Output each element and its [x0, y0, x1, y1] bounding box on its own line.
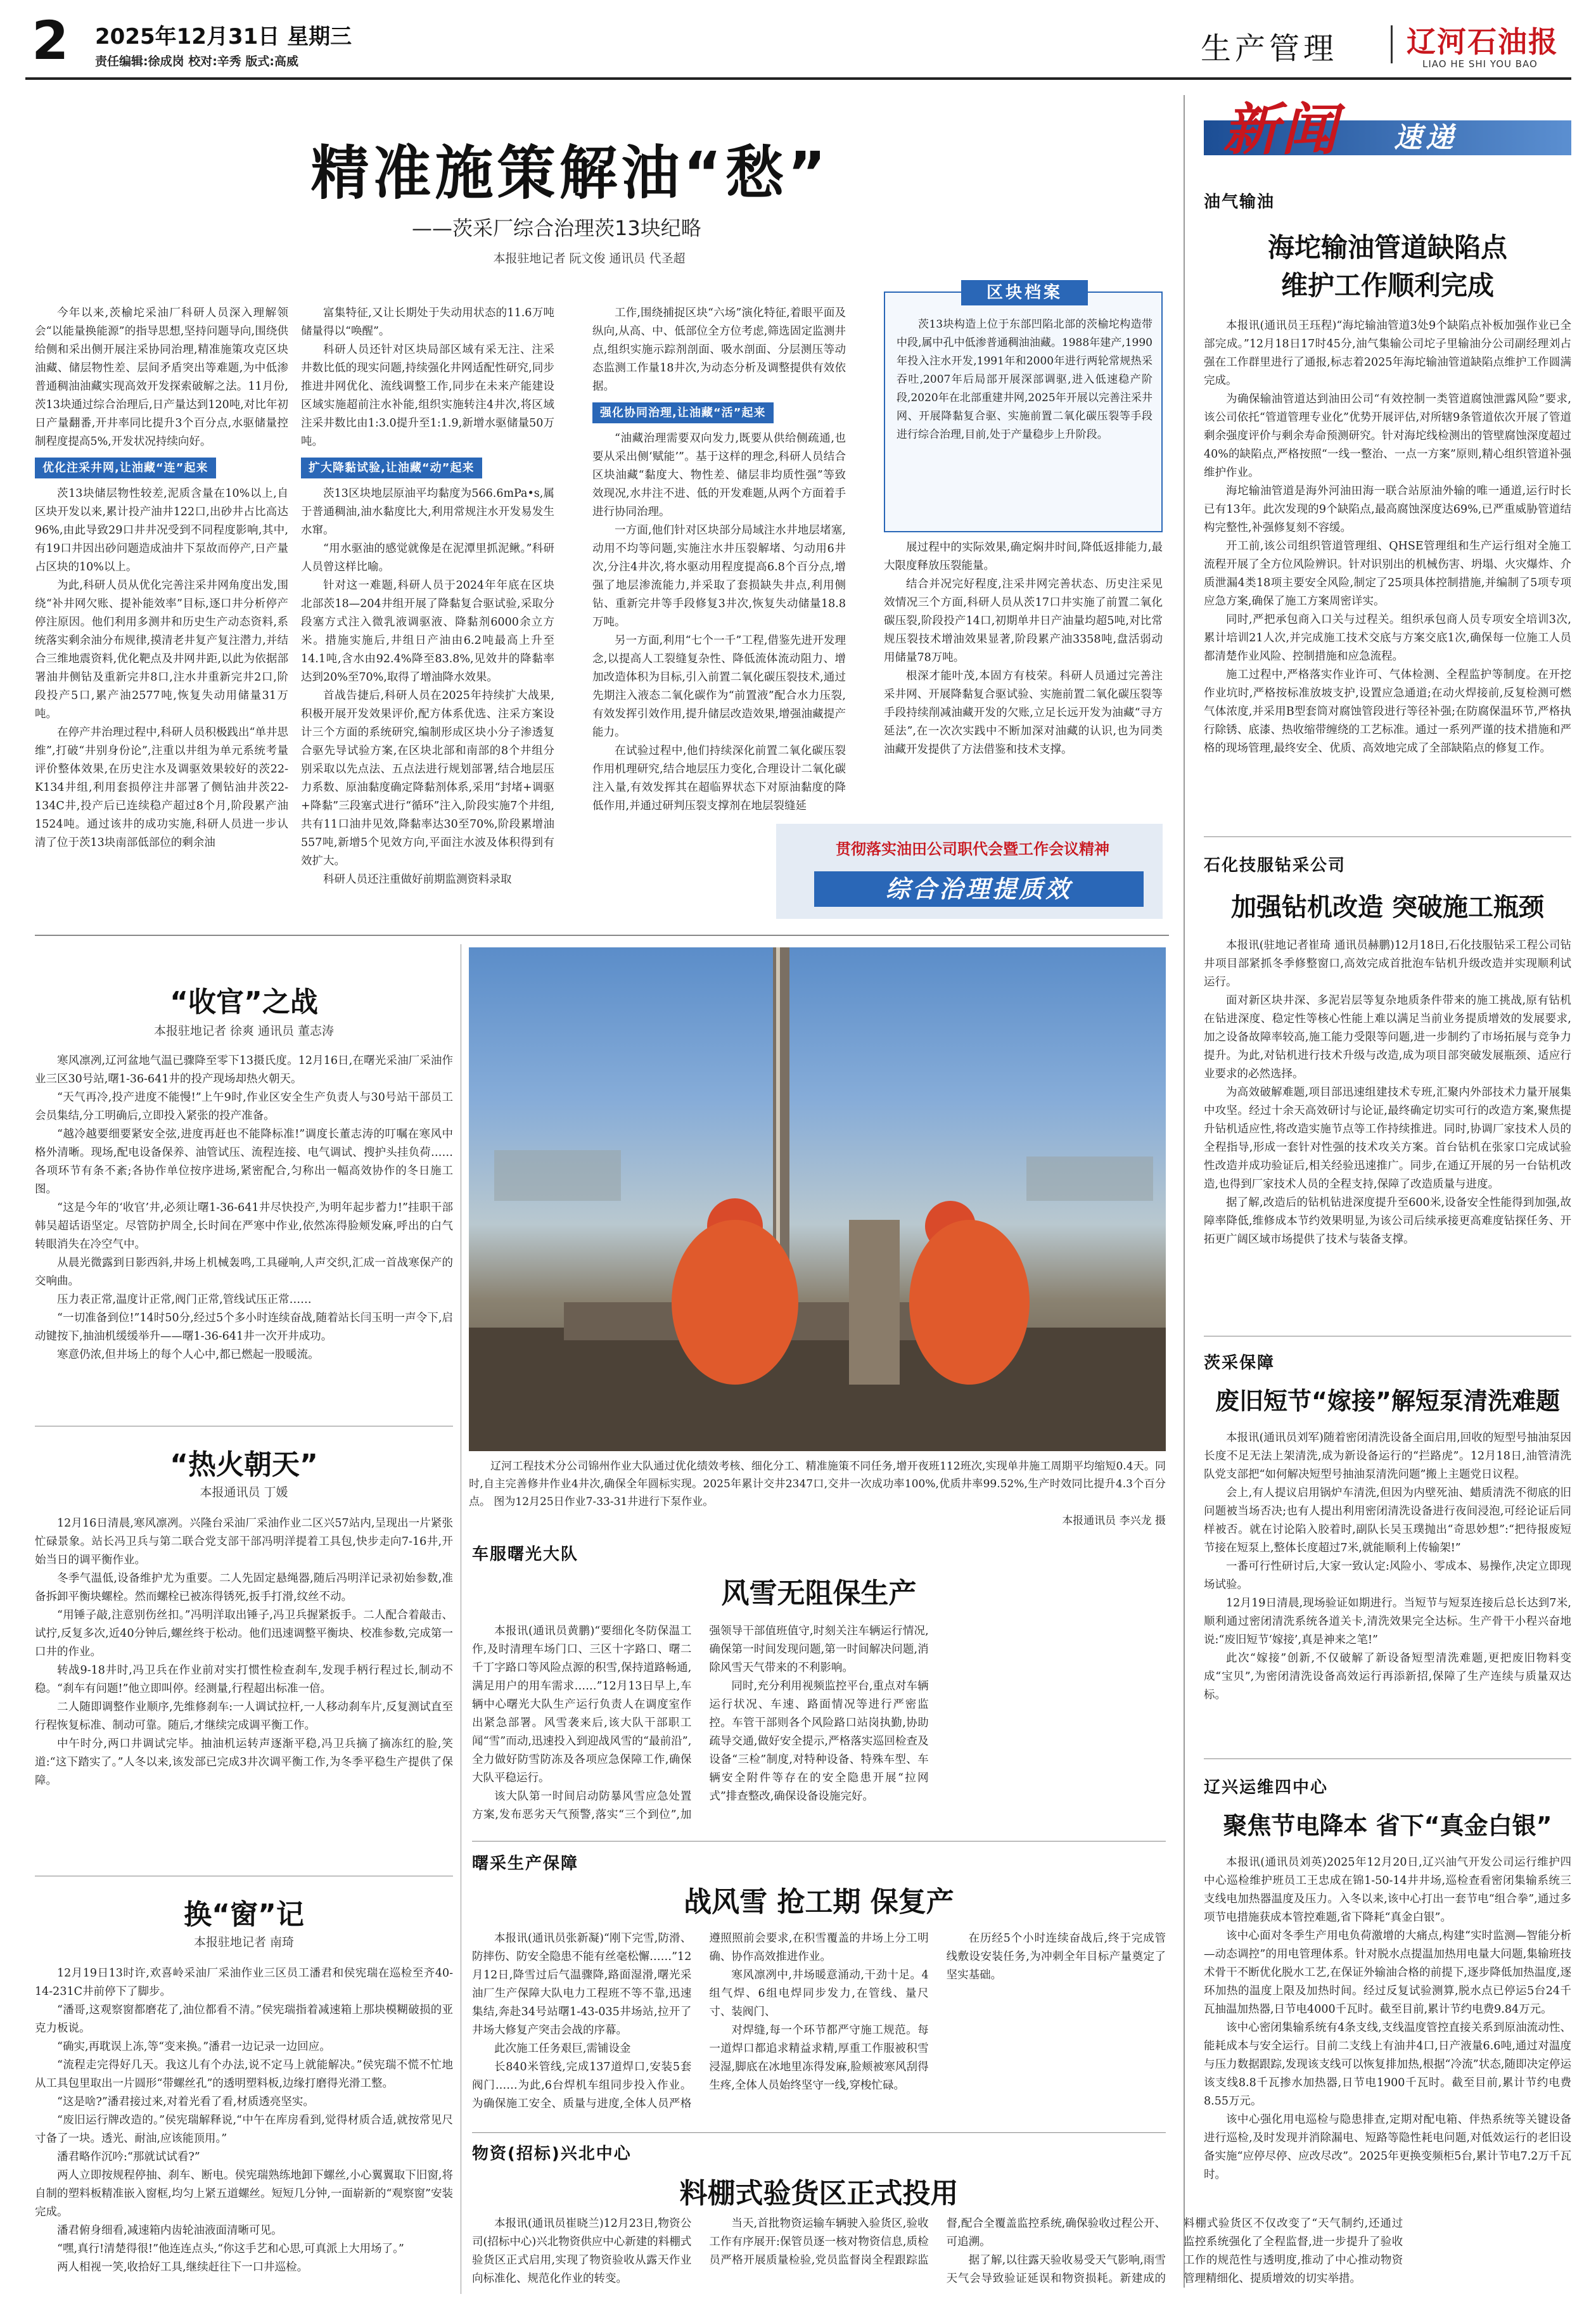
m3-title: 料棚式验货区正式投用: [679, 2177, 959, 2210]
paragraph: “这是今年的‘收官’井,必须让曙1-36-641井尽快投产,为明年起步蓄力!”挂职干部韩吴超话语坚定。尽管防护周全,长时间在严寒中作业,依然冻得脸颊发麻,呼出的白气转眼消失在冷空气中。: [35, 1201, 453, 1251]
a2-title: “热火朝天”: [170, 1449, 318, 1481]
paragraph: 同时,严把承包商入口关与过程关。组织承包商人员专项安全培训3次,累计培训21人次,并完成施工技术交底与方案交底1次,确保每一位施工人员都清楚作业风险、控制措施和应急流程。: [1204, 613, 1571, 663]
r4-body: [1204, 1854, 1571, 2297]
paragraph: 茨13区块地层原油平均黏度为566.6mPa•s,属于普通稠油,油水黏度比大,利用常规注水开发易发生水窜。: [301, 487, 554, 537]
paragraph: 两人立即按规程停抽、刹车、断电。侯宪瑞熟练地卸下螺丝,小心翼翼取下旧窗,将自制的塑料板精准嵌入窗框,均匀上紧五道螺丝。短短几分钟,一面崭新的“观察窗”安装完成。: [35, 2169, 453, 2219]
lead-col-2: [301, 304, 554, 951]
paragraph: 该大队第一时间启动防暴风雪应急处置方案,发布恶劣天气预警,落实“三个到位”,加强领导干部值班值守,时刻关注车辆运行情况,确保第一时间发现问题,第一时间解决问题,消除风雪天气带来的不利影响。: [472, 1625, 929, 1821]
paragraph: 该中心强化用电巡检与隐患排查,定期对配电箱、伴热系统等关键设备进行巡检,及时发现并消除漏电、短路等隐性耗电问题,对低效运行的老旧设备实施“应停尽停、应改尽改”。2025年更换变频柜5台,累计节电7.2万千瓦时。: [1204, 2113, 1571, 2181]
a2-body: [35, 1515, 453, 1869]
r1-section: 油气输油: [1204, 193, 1275, 212]
banner-line-2: 综合治理提质效: [814, 871, 1144, 907]
paragraph: 同时,充分利用视频监控平台,重点对车辆运行状况、车速、路面情况等进行严密监控。车管干部则各个风险路口站岗执勤,协助疏导交通,做好安全提示,严格落实巡回检查及设备“三检”制度,对特种设备、特殊车型、车辆安全附件等存在的安全隐患开展“拉网式”排查整改,确保设备设施完好。: [709, 1680, 929, 1803]
paragraph: 展过程中的实际效果,确定焖井时间,降低返排能力,最大限度释放压裂能量。: [884, 541, 1163, 572]
a3-title: 换“窗”记: [184, 1899, 304, 1931]
news-label-2: 速递: [1394, 122, 1457, 154]
r3-section: 茨采保障: [1204, 1354, 1275, 1373]
paragraph: 为确保输油管道达到油田公司“有效控制一类管道腐蚀泄露风险”要求,该公司依托“管道管理专业化”优势开展评估,对所辖9条管道依次开展了管道剩余强度评价与剩余寿命预测研究。针对海坨线检测出的管壁腐蚀深度超过40%的缺陷点,严格按照“一线一整治、一点一方案”原则,精心组织管道补强维护作业。: [1204, 393, 1571, 479]
paragraph: 据了解,以往露天验收易受天气影响,雨雪天气会导致验证延误和物资损耗。新建成的料棚式验货区不仅改变了“天气制约,还通过监控系统强化了全程监督,进一步提升了验收工作的规范性与透明度,推动了中心推动物资管理精细化、提质增效的切实举措。: [946, 2217, 1403, 2285]
paragraph: “油藏治理需要双向发力,既要从供给侧疏通,也要从采出侧‘赋能’”。基于这样的理念,科研人员结合区块油藏“黏度大、物性差、储层非均质性强”等致效现况,水井注不进、低的开发难题,从两个方面着手进行协同治理。: [592, 432, 846, 518]
section-subhead: 优化注采井网,让油藏“连”起来: [35, 458, 216, 478]
photo-credit: 本报通讯员 李兴龙 摄: [1062, 1515, 1166, 1527]
lead-title: 精准施策解油“愁”: [310, 139, 830, 207]
news-photo: [469, 947, 1166, 1451]
paragraph: 据了解,改造后的钻机钻进深度提升至600米,设备安全性能得到加强,故障率降低,维修成本节约效果明显,为该公司后续承接更高难度钻探任务、开拓更广阔区域市场提供了技术与装备支撑。: [1204, 1196, 1571, 1246]
section-subhead: 强化协同治理,让油藏“活”起来: [592, 402, 774, 423]
news-banner: [1204, 95, 1571, 171]
paragraph: 中午时分,两口井调试完毕。抽油机运转声逐渐平稳,冯卫兵摘了摘冻红的脸,笑道:“这下踏实了。”人冬以来,该发部已完成3井次调平衡工作,为冬季平稳生产提供了保障。: [35, 1738, 453, 1787]
a1-byline: 本报驻地记者 徐爽 通讯员 董志涛: [153, 1024, 335, 1038]
section-subhead: 扩大降黏试验,让油藏“动”起来: [301, 458, 482, 478]
paragraph: 转战9-18井时,冯卫兵在作业前对实打惯性检查刹车,发现手柄行程过长,制动不稳。“刹车有问题!”他立即叫停。经测量,行程超出标准一倍。: [35, 1664, 453, 1695]
paragraph: “嘿,真行!清楚得很!”他连连点头,“你这手艺和心思,可真派上大用场了。”: [57, 2243, 404, 2255]
paragraph: 会上,有人提议启用锅炉车清洗,但因为内壁死油、蜡质清洗不彻底的旧问题被当场否决;也有人提出利用密闭清洗设备进行夜间浸泡,可经论证后同样被否。就在讨论陷入胶着时,副队长吴玉璞抛出“奇思妙想”:“把待报废短节接在短泵上,整体长度超过7米,就能顺利上传输架!”: [1204, 1487, 1571, 1554]
paragraph: 一番可行性研讨后,大家一致认定:风险小、零成本、易操作,决定立即现场试验。: [1204, 1560, 1571, 1591]
paragraph: 该中心密闭集输系统有4条支线,支线温度管控直接关系到原油流动性、能耗成本与安全运行。目前二支线上有油井4口,日产液量6.6吨,通过对温度与压力数据跟踪,发现该支线可以恢复排加热,根据“冷流”状态,随即决定停运该支线8.8千瓦掺水加热器,日节电1900千瓦时。截至目前,累计节约电费8.55万元。: [1204, 2021, 1571, 2108]
m3-section: 物资(招标)兴北中心: [472, 2144, 632, 2163]
paragraph: 二人随即调整作业顺序,先维修刹车:一人调试拉杆,一人移动刹车片,反复测试直至行程恢复标准、制动可靠。随后,才继续完成调平衡工作。: [35, 1701, 453, 1732]
paragraph: “废旧运行牌改造的。”侯宪瑞解释说,“中午在库房看到,觉得材质合适,就按常见尺寸备了一块。透光、耐油,应该能顶用。”: [35, 2114, 453, 2145]
column-divider: [1184, 95, 1185, 2288]
paper-name: 辽河石油报: [1407, 25, 1559, 59]
m3-body: [472, 2215, 1403, 2297]
paragraph: 本报讯(通讯员张新凝)“刚下完雪,防滑、防摔伤、防安全隐患不能有丝毫松懈……”12月12日,降雪过后气温骤降,路面湿滑,曙光采油厂生产保障大队电力工程班不等不靠,迅速集结,奔赴34号站曙1-43-035井场站,拉开了井场大修复产突击会战的序幕。: [472, 1932, 692, 2037]
horizontal-divider: [35, 935, 1169, 936]
paragraph: 开工前,该公司组织管道管理组、QHSE管理组和生产运行组对全施工流程开展了全方位风险辨识。针对识别出的机械伤害、坍塌、火灾爆炸、介质泄漏4类18项主要安全风险,制定了25项具体控制措施,并编制了5项专项应急方案,确保了施工方案周密详实。: [1204, 540, 1571, 608]
paragraph: 冬季气温低,设备维护尤为重要。二人先固定悬绳器,随后冯明洋记录初始参数,准备拆卸平衡块螺栓。然而螺栓已被冻得锈死,扳手打滑,纹丝不动。: [35, 1572, 453, 1603]
banner-line-1: 贯彻落实油田公司职代会暨工作会议精神: [836, 840, 1109, 858]
masthead: [0, 0, 1596, 79]
paragraph: 施工过程中,严格落实作业许可、气体检测、全程监护等制度。在开挖作业坑时,严格按标准放坡支护,设置应急通道;在动火焊接前,反复检测可燃气体浓度,并采用B型套筒对腐蚀管段进行等径补强;在防腐保温环节,严格执行除锈、底漆、热收缩带缠绕的工艺标准。通过一系列严谨的技术措施和严格的现场管理,最终安全、优质、高效地完成了全部缺陷点的修复工作。: [1204, 669, 1571, 755]
editors-line: 责任编辑:徐成岗 校对:辛秀 版式:高威: [95, 54, 299, 68]
paragraph: 两人相视一笑,收拾好工具,继续赶往下一口井巡检。: [57, 2261, 309, 2274]
paragraph: 富集特征,又让长期处于失动用状态的11.6万吨储量得以“唤醒”。: [301, 307, 554, 338]
masthead-divider: [1391, 25, 1393, 63]
paragraph: 在历经5个小时连续奋战后,终于完成管线敷设安装任务,为冲刺全年目标产量奠定了坚实基础。: [946, 1932, 1166, 1982]
paragraph: 寒风凛冽中,井场暖意涌动,干劲十足。4组气焊、6组电焊同步发力,在管线、量尺寸、装阀门、: [709, 1969, 929, 2018]
paper-pinyin: LIAO HE SHI YOU BAO: [1422, 58, 1538, 70]
paragraph: 长840米管线,完成137道焊口,安装5套阀门……为此,6台焊机车组同步投入作业。为确保施工安全、质量与进度,全体人员严格遵照照前会要求,在积雪覆盖的井场上分工明确、协作高效推进作业。: [472, 1932, 929, 2110]
paragraph: 从晨光微露到日影西斜,井场上机械轰鸣,工具碰响,人声交织,汇成一首战寒保产的交响曲。: [35, 1257, 453, 1288]
paragraph: 本报讯(通讯员王珏程)“海坨输油管道3处9个缺陷点补板加强作业已全部完成。”12月18日17时45分,油气集输公司坨子里输油分公司副经理刘占强在工作群里进行了通报,标志着2025年海坨输油管道缺陷点维护工作圆满完成。: [1204, 319, 1571, 387]
r3-body: [1204, 1429, 1571, 1736]
r2-section: 石化技服钻采公司: [1204, 856, 1346, 875]
paragraph: 本报讯(通讯员崔晓兰)12月23日,物资公司(招标中心)兴北物资供应中心新建的料棚式验货区正式启用,实现了物资验收从露天作业向标准化、规范化作业的转变。: [472, 2217, 692, 2285]
r1-title-line-2: 维护工作顺利完成: [1280, 270, 1494, 301]
paragraph: “流程走完得好几天。我这儿有个办法,说不定马上就能解决。”侯宪瑞不慌不忙地从工具包里取出一片圆形“带螺丝孔”的透明塑料板,边缘打磨得光滑工整。: [35, 2059, 453, 2090]
lead-col-4: [884, 539, 1163, 811]
paragraph: 为此,科研人员从优化完善注采井网角度出发,围绕“补井网欠账、提补能效率”目标,逐口井分析停产停注原因。他们利用多测井和历史生产动态资料,系统落实剩余油分布规律,摸清老井复产复注潜力,并结合三维地震资料,优化靶点及井网井距,以此为依据部署油井侧钻及重新完井8口,注水井重新完井2口,阶段投产5口,累产油2577吨,恢复失动用储量31万吨。: [35, 579, 288, 721]
lead-byline: 本报驻地记者 阮文俊 通讯员 代圣超: [493, 252, 686, 266]
r4-section: 辽兴运维四中心: [1204, 1778, 1329, 1797]
paragraph: 在试验过程中,他们持续深化前置二氧化碳压裂作用机理研究,结合地层压力变化,合理设计二氧化碳注入量,有效发挥其在超临界状态下对原油黏度的降低作用,并通过研判压裂支撑剂在地层裂缝延: [592, 745, 846, 812]
banner: [776, 824, 1163, 919]
paragraph: 面对新区块井深、多泥岩层等复杂地质条件带来的施工挑战,原有钻机在钻进深度、稳定性等核心性能上难以满足当前业务提质增效的发展要求,加之设备故障率较高,施工能力受限等问题,进一步制约了市场拓展与竞争力提升。为此,对钻机进行技术升级与改造,成为项目部突破发展瓶颈、适应行业要求的必然选择。: [1204, 994, 1571, 1080]
masthead-rule: [25, 77, 1571, 80]
paragraph: “这是啥?”潘君接过来,对着光看了看,材质透亮坚实。: [57, 2096, 314, 2108]
m2-section: 曙采生产保障: [472, 1854, 579, 1873]
paragraph: 对焊缝,每一个环节都严守施工规范。每一道焊口都追求精益求精,厚重工作服被积雪浸湿,脚底在冰地里冻得发麻,脸颊被寒风刮得生疼,全体人员始终坚守一线,穿梭忙碌。: [709, 2024, 929, 2092]
paragraph: 寒意仍浓,但井场上的每个人心中,都已燃起一股暖流。: [57, 1348, 319, 1361]
workover-rig-illustration: [469, 947, 1166, 1451]
r1-body: [1204, 317, 1571, 830]
paragraph: “潘哥,这观察窗都磨花了,油位都看不清。”侯宪瑞指着减速箱上那块模糊破损的亚克力板说。: [35, 2004, 453, 2035]
r3-title: 废旧短节“嫁接”解短泵清洗难题: [1215, 1387, 1560, 1415]
paragraph: 压力表正常,温度计正常,阀门正常,管线试压正常……: [57, 1293, 312, 1306]
m1-section: 车服曙光大队: [472, 1545, 579, 1564]
paragraph: 针对这一难题,科研人员于2024年年底在区块北部茨18—204井组开展了降黏复合驱试验,采取分段塞方式注入微乳液调驱液、降黏剂6000余立方米。措施实施后,井组日产油由6.2吨最高上升至14.1吨,含水由92.4%降至83.8%,见效井的降黏率达到20%至70%,取得了增油降水效果。: [301, 579, 554, 684]
paragraph: 结合并况完好程度,注采井网完善状态、历史注采见效情况三个方面,科研人员从茨17口井实施了前置二氧化碳压裂,阶段投产14口,初期单井日产油量均超5吨,对比常规压裂技术增油效果显著,阶段累产油3358吨,盘活弱动用储量78万吨。: [884, 578, 1163, 664]
lead-subtitle: ——茨采厂综合治理茨13块纪略: [412, 216, 701, 240]
photo-caption: [469, 1457, 1166, 1530]
horizontal-divider: [472, 2132, 1166, 2133]
a3-body: [35, 1964, 453, 2294]
paragraph: 寒风凛冽,辽河盆地气温已骤降至零下13摄氏度。12月16日,在曙光采油厂采油作业三区30号站,曙1-36-641井的投产现场却热火朝天。: [35, 1054, 453, 1086]
paragraph: 为高效破解难题,项目部迅速组建技术专班,汇聚内外部技术力量开展集中攻坚。经过十余天高效研讨与论证,最终确定切实可行的改造方案,聚焦提升钻机适应性,将改造实施节点等工作持续推进。同时,协调厂家技术人员的全程指导,形成一套针对性强的技术攻关方案。首台钻机在张家口完成试验性改造并成功验证后,相关经验迅速推广。同步,在通辽开展的另一台钻机改造,也得到厂家技术人员的全程支持,保障了改造质量与进度。: [1204, 1086, 1571, 1191]
paragraph: 根深才能叶茂,本固方有枝荣。科研人员通过完善注采井网、开展降黏复合驱试验、实施前置二氧化碳压裂等手段持续削减油藏开发的欠账,立足长远开发为油藏“寻方延法”,在一次次实践中不断加深对油藏的认识,也为同类油藏开发提供了方法借鉴和技术支撑。: [884, 670, 1163, 756]
a3-byline: 本报驻地记者 南琦: [193, 1935, 295, 1949]
paragraph: 在停产井治理过程中,科研人员积极践出“单井思维”,打破“井别身份论”,注重以井组为单元系统考量评价整体效果,在历史注水及调驱效果较好的茨22-K134井组,利用套损停注井部署了侧钻油井茨22-134C井,投产后已连续稳产超过8个月,阶段累产油1524吨。通过该井的成功实施,科研人员进一步认清了位于茨13块南部低部位的剩余油: [35, 726, 288, 849]
archive-box: [884, 283, 1163, 532]
paragraph: 本报讯(驻地记者崔琦 通讯员赫鹏)12月18日,石化技服钻采工程公司钻井项目部紧抓冬季修整窗口,高效完成首批泡车钻机升级改造并实现顺利试运行。: [1204, 939, 1571, 989]
paragraph: 此次“嫁接”创新,不仅破解了新设备短型清洗难题,更把废旧物料变成“宝贝”,为密闭清洗设备高效运行再添新招,保障了生产连续与质量双达标。: [1204, 1652, 1571, 1701]
caption-text: 辽河工程技术分公司锦州作业大队通过优化绩效考核、细化分工、精准施策不同任务,增开夜班112班次,实现单井施工周期平均缩短0.4天。同时,自主完善修井作业4井次,确保全年圆标实现。2025年累计交井2347口,交井一次成功率100%,优质井率99.52%,生产时效同比提升4.3个百分点。 图为12月25日作业7-33-31井进行下泵作业。: [469, 1460, 1166, 1508]
m1-title: 风雪无阻保生产: [721, 1577, 917, 1610]
horizontal-divider: [1204, 1758, 1571, 1759]
paragraph: “一切准备到位!”14时50分,经过5个多小时连续奋战,随着站长闫玉明一声令下,启动键按下,抽油机缓缓举升——曙1-36-641井一次开井成功。: [35, 1312, 453, 1343]
paragraph: “天气再冷,投产进度不能慢!”上午9时,作业区安全生产负责人与30号站干部员工会员集结,分工明确后,立即投入紧张的投产准备。: [35, 1091, 453, 1122]
paragraph: 12月16日清晨,寒风凛冽。兴隆台采油厂采油作业二区兴57站内,呈现出一片紧张忙碌景象。站长冯卫兵与第二联合党支部干部冯明洋提着工具包,快步走向7-16井,开始当日的调平衡作业。: [35, 1517, 453, 1566]
paragraph: 潘君俯身细看,减速箱内齿轮油液面清晰可见。: [57, 2224, 283, 2237]
paragraph: “越冷越要细要紧安全弦,进度再赶也不能降标准!”调度长董志涛的叮嘱在寒风中格外清晰。现场,配电设备保养、油管试压、流程连接、电气调试、搜护头挂负荷……各项环节有条不紊;各协作单位按序进场,紧密配合,匀称出一幅高效协作的冬日施工图。: [35, 1128, 453, 1196]
paragraph: 该中心面对冬季生产用电负荷激增的大痛点,构建“实时监测—智能分析—动态调控”的用电管理体系。针对脱水点提温加热用电量大问题,集输班技术骨干不断优化脱水工艺,在保证外输油合格的前提下,逐步降低加热温度,逐环加热的温度上限及加热时间。经过反复试验测算,脱水点已停运5台24千瓦抽温加热器,日节电4000千瓦时。截至目前,累计节约电费9.84万元。: [1204, 1930, 1571, 2016]
paragraph: 12月19日13时许,欢喜岭采油厂采油作业三区员工潘君和侯宪瑞在巡检至齐40-14-231C井前停下了脚步。: [35, 1967, 453, 1998]
a1-body: [35, 1052, 453, 1419]
r4-title: 聚焦节电降本 省下“真金白银”: [1223, 1812, 1552, 1840]
a2-byline: 本报通讯员 丁媛: [200, 1485, 288, 1499]
archive-label: 区块档案: [961, 280, 1088, 305]
r2-body: [1204, 937, 1571, 1331]
paragraph: 本报讯(通讯员黄鹏)“要细化冬防保温工作,及时清理车场门口、三区十字路口、曙二千丁字路口等风险点源的积雪,保持道路畅通,满足用户的用车需求……”12月13日早上,车辆中心曙光大队生产运行负责人在调度室作出紧急部署。风雪袭来后,该大队干部职工闻“雪”而动,迅速投入到迎战风雪的“最前沿”,全力做好防雪防冻及各项应急保障工作,确保大队平稳运行。: [472, 1625, 692, 1784]
paragraph: 今年以来,茨榆坨采油厂科研人员深入理解领会“以能量换能源”的指导思想,坚持问题导向,围绕供给侧和采出侧开展注采协同治理,精准施策攻克区块油藏、储层物性差、层间矛盾突出等难题,为中低渗普通稠油油藏实现高效开发探索破解之法。11月份,茨13块通过综合治理后,日产量达到120吨,对比年初日产量翻番,开井率同比提升3个百分点,水驱储量控制程度提高5%,开发状况持续向好。: [35, 307, 288, 448]
paragraph: 海坨输油管道是海外河油田海一联合站原油外输的唯一通道,运行时长已有13年。此次发现的9个缺陷点,最高腐蚀深度达69%,已严重威胁管道结构完整性,补强修复刻不容缓。: [1204, 485, 1571, 534]
page-number: 2: [32, 10, 69, 72]
paragraph: 一方面,他们针对区块部分局域注水井地层堵塞,动用不均等问题,实施注水井压裂解堵、匀动用6井次,分注4井次,将水驱动用程度提高6.8个百分点,增强了地层渗流能力,并采取了套损缺失井点,利用侧钻、重新完井等手段修复3井次,恢复失动储量18.8万吨。: [592, 524, 846, 629]
paragraph: “确实,再耽误上冻,等“变来换。”潘君一边记录一边回应。: [57, 2040, 331, 2053]
paragraph: 茨13块储层物性较差,泥质含量在10%以上,自区块开发以来,累计投产油井122口,出砂井占比高达96%,由此导致29口井井况受到不同程度影响,其中,有19口井因出砂问题造成油井下泵故而停产,日产量占区块的10%以上。: [35, 487, 288, 573]
m1-body: [472, 1622, 1166, 1838]
m2-body: [472, 1930, 1166, 2126]
horizontal-divider: [1204, 836, 1571, 837]
paragraph: 此次施工任务艰巨,需铺设金: [494, 2042, 631, 2055]
lead-col-1: [35, 304, 288, 951]
paragraph: 首战告捷后,科研人员在2025年持续扩大战果,积极开展开发效果评价,配方体系优选、注采方案设计三个方面的系统研究,编制形成区块小分子渗透复合驱先导试验方案,在区块北部和南部的8个井组分别采取以先点法、五点法进行规划部署,结合地层压力系数、原油黏度确定降黏剂体系,采用“封堵+调驱+降黏”三段塞式进行“循环”注入,阶段实施7个井组,共有11口油井见效,降黏率达30至70%,阶段累增油557吨,新增5个见效方向,平面注水波及体积得到有效扩大。: [301, 689, 554, 868]
paragraph: 本报讯(通讯员刘英)2025年12月20日,辽兴油气开发公司运行维护四中心巡检维护班员工王忠成在锦1-50-14井井场,巡检查看密闭集输系统三支线电加热器温度及压力。入冬以来,该中心打出一套节电“组合拳”,通过多项节电措施获成本管控难题,省下降耗“真金白银”。: [1204, 1856, 1571, 1924]
paragraph: 12月19日清晨,现场验证如期进行。当短节与短泵连接后总长达到7米,顺利通过密闭清洗系统各道关卡,清洗效果完全达标。生产骨干小程兴奋地说:“废旧短节‘嫁接’,真是神来之笔!”: [1204, 1597, 1571, 1646]
a1-title: “收官”之战: [170, 986, 318, 1018]
horizontal-divider: [472, 1841, 1166, 1842]
paragraph: “用水驱油的感觉就像是在泥潭里抓泥鳅。”科研人员曾这样比喻。: [301, 542, 554, 573]
r2-title: 加强钻机改造 突破施工瓶颈: [1231, 893, 1544, 922]
paragraph: 本报讯(通讯员刘军)随着密闭清洗设备全面启用,回收的短型号抽油泵因长度不足无法上架清洗,成为新设备运行的“拦路虎”。12月18日,油管清洗队党支部把“如何解决短型号抽油泵清洗问题”搬上主题党日议程。: [1204, 1432, 1571, 1481]
paragraph: “用锤子敲,注意别伤丝扣。”冯明洋取出锤子,冯卫兵握紧扳手。二人配合着敲击、试拧,反复多次,近40分钟后,螺丝终于松动。他们迅速调整平衡块、校准参数,完成第一口井的作业。: [35, 1609, 453, 1658]
paragraph: 科研人员还注重做好前期监测资料录取: [323, 873, 512, 886]
section-name: 生产管理: [1201, 31, 1338, 67]
archive-text: 茨13块构造上位于东部凹陷北部的茨榆坨构造带中段,属中孔中低渗普通稠油油藏。1988年建产,1990年投入注水开发,1991年和2000年进行两轮常规热采吞吐,2007年后局部开展深部调驱,进入低速稳产阶段,2020年在北部重建井网,2025年开展以完善注采井网、开展降黏复合驱、实施前置二氧化碳压裂等手段进行综合治理,目前,处于产量稳步上升阶段。: [897, 318, 1152, 441]
paragraph: 潘君略作沉吟:“那就试试看?”: [57, 2151, 200, 2163]
m2-title: 战风雪 抢工期 保复产: [684, 1886, 954, 1918]
news-label: 新闻: [1223, 97, 1340, 162]
paragraph: 工作,围绕捕捉区块“六场”演化特征,着眼平面及纵向,从高、中、低部位全方位考虑,筛选固定监测井点,组织实施示踪剂剖面、吸水剖面、分层测压等动态监测工作量18井次,为动态分析及调整提供有效依据。: [592, 307, 846, 393]
r1-title-line-1: 海坨输油管道缺陷点: [1267, 232, 1507, 263]
paragraph: 科研人员还针对区块局部区域有采无注、注采井数比低的现实问题,持续强化井网适配性研究,同步推进井网优化、流线调整工作,同步在未来产能建设区域实施超前注水补能,组织实施转注4井次,将区域注采井数比由1:3.0提升至1:1.9,新增水驱储量50万吨。: [301, 343, 554, 448]
paragraph: 另一方面,利用“七个一千”工程,借鉴先进开发理念,以提高人工裂缝复杂性、降低流体流动阻力、增加改造体积为目标,引入前置二氧化碳压裂技术,通过先期注入液态二氧化碳作为“前置液”配合水力压裂,有效发挥引效作用,提升储层改造效果,增强油藏提产能力。: [592, 634, 846, 739]
date-line: 2025年12月31日 星期三: [95, 24, 352, 49]
paragraph: 当天,首批物资运输车辆驶入验货区,验收工作有序展开:保管员逐一核对物资信息,质检员严格开展质量检验,党员监督岗全程跟踪监督,配合全覆盖监控系统,确保验收过程公开、可追溯。: [709, 2217, 1166, 2267]
